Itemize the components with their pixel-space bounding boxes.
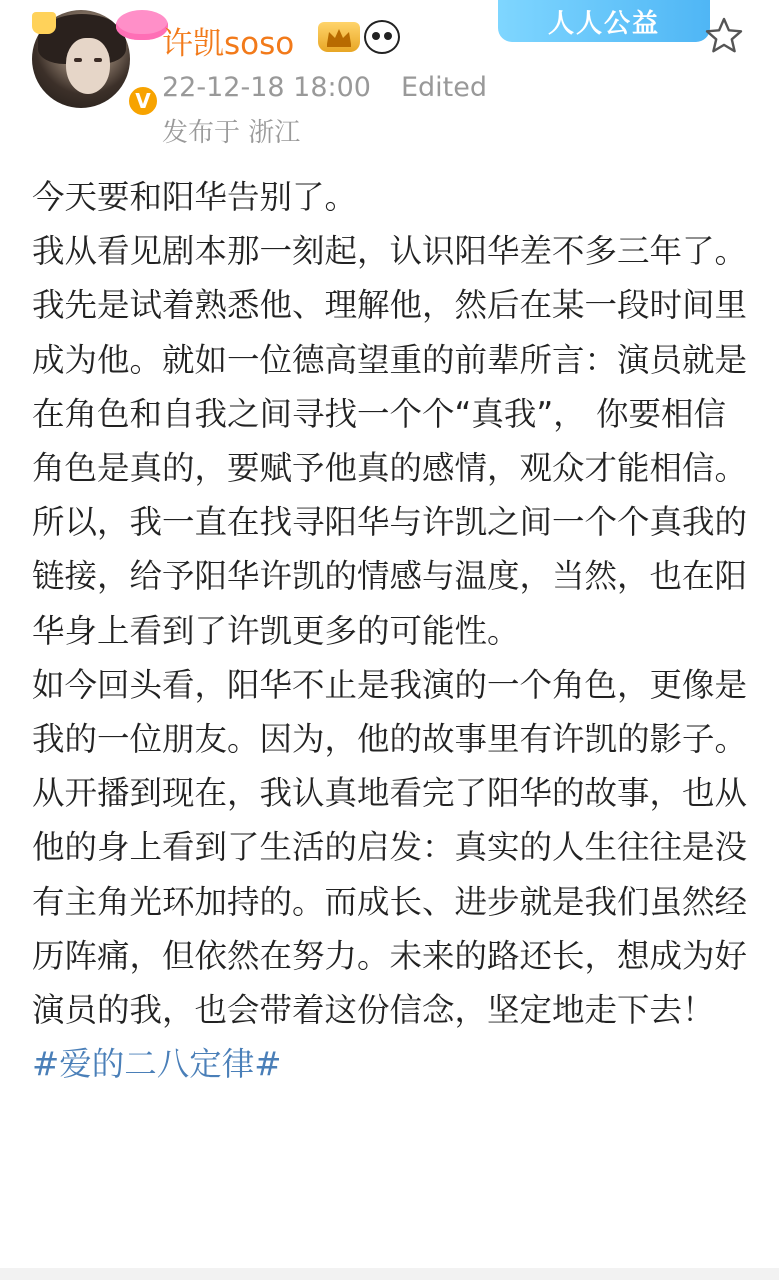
crown-icon[interactable] <box>318 22 360 52</box>
post-timestamp: 22-12-18 18:00 <box>162 72 371 103</box>
pendant-decoration-icon <box>116 10 168 40</box>
pendant-crown-icon <box>32 12 56 34</box>
hashtag-link[interactable]: #爱的二八定律# <box>32 1045 282 1084</box>
star-icon[interactable] <box>704 16 744 56</box>
charity-banner[interactable]: 人人公益 <box>498 0 710 42</box>
panda-icon <box>364 20 400 54</box>
post-meta <box>162 72 487 103</box>
post-paragraph: 我从看见剧本那一刻起，认识阳华差不多三年了。我先是试着熟悉他、理解他，然后在某一段时间里成为他。就如一位德高望重的前辈所言：演员就是在角色和自我之间寻找一个个“真我”， 你要相信角色是真的，要赋予他真的感情，观众才能相信。 所以，我一直在找寻阳华与许凯之间一个个真我的链接，给予阳华许凯的情感与温度，当然，也在阳华身上看到了许凯更多的可能性。 <box>32 232 748 650</box>
post-paragraph: 如今回头看，阳华不止是我演的一个角色，更像是我的一位朋友。因为，他的故事里有许凯的影子。从开播到现在，我认真地看完了阳华的故事，也从他的身上看到了生活的启发：真实的人生往往是没有主角光环加持的。而成长、进步就是我们虽然经历阵痛，但依然在努力。未来的路还长，想成为好演员的我，也会带着这份信念，坚定地走下去！ <box>32 665 748 1030</box>
post-location: 发布于 浙江 <box>162 118 301 148</box>
edited-label[interactable]: Edited <box>400 72 487 103</box>
post-paragraph: 今天要和阳华告别了。 <box>32 178 358 216</box>
post-body <box>32 170 747 1091</box>
verified-badge-icon: V <box>126 84 160 118</box>
bottom-divider <box>0 1268 779 1280</box>
author-name[interactable]: 许凯soso <box>162 26 295 62</box>
post-header <box>0 0 779 160</box>
avatar[interactable] <box>32 10 151 113</box>
